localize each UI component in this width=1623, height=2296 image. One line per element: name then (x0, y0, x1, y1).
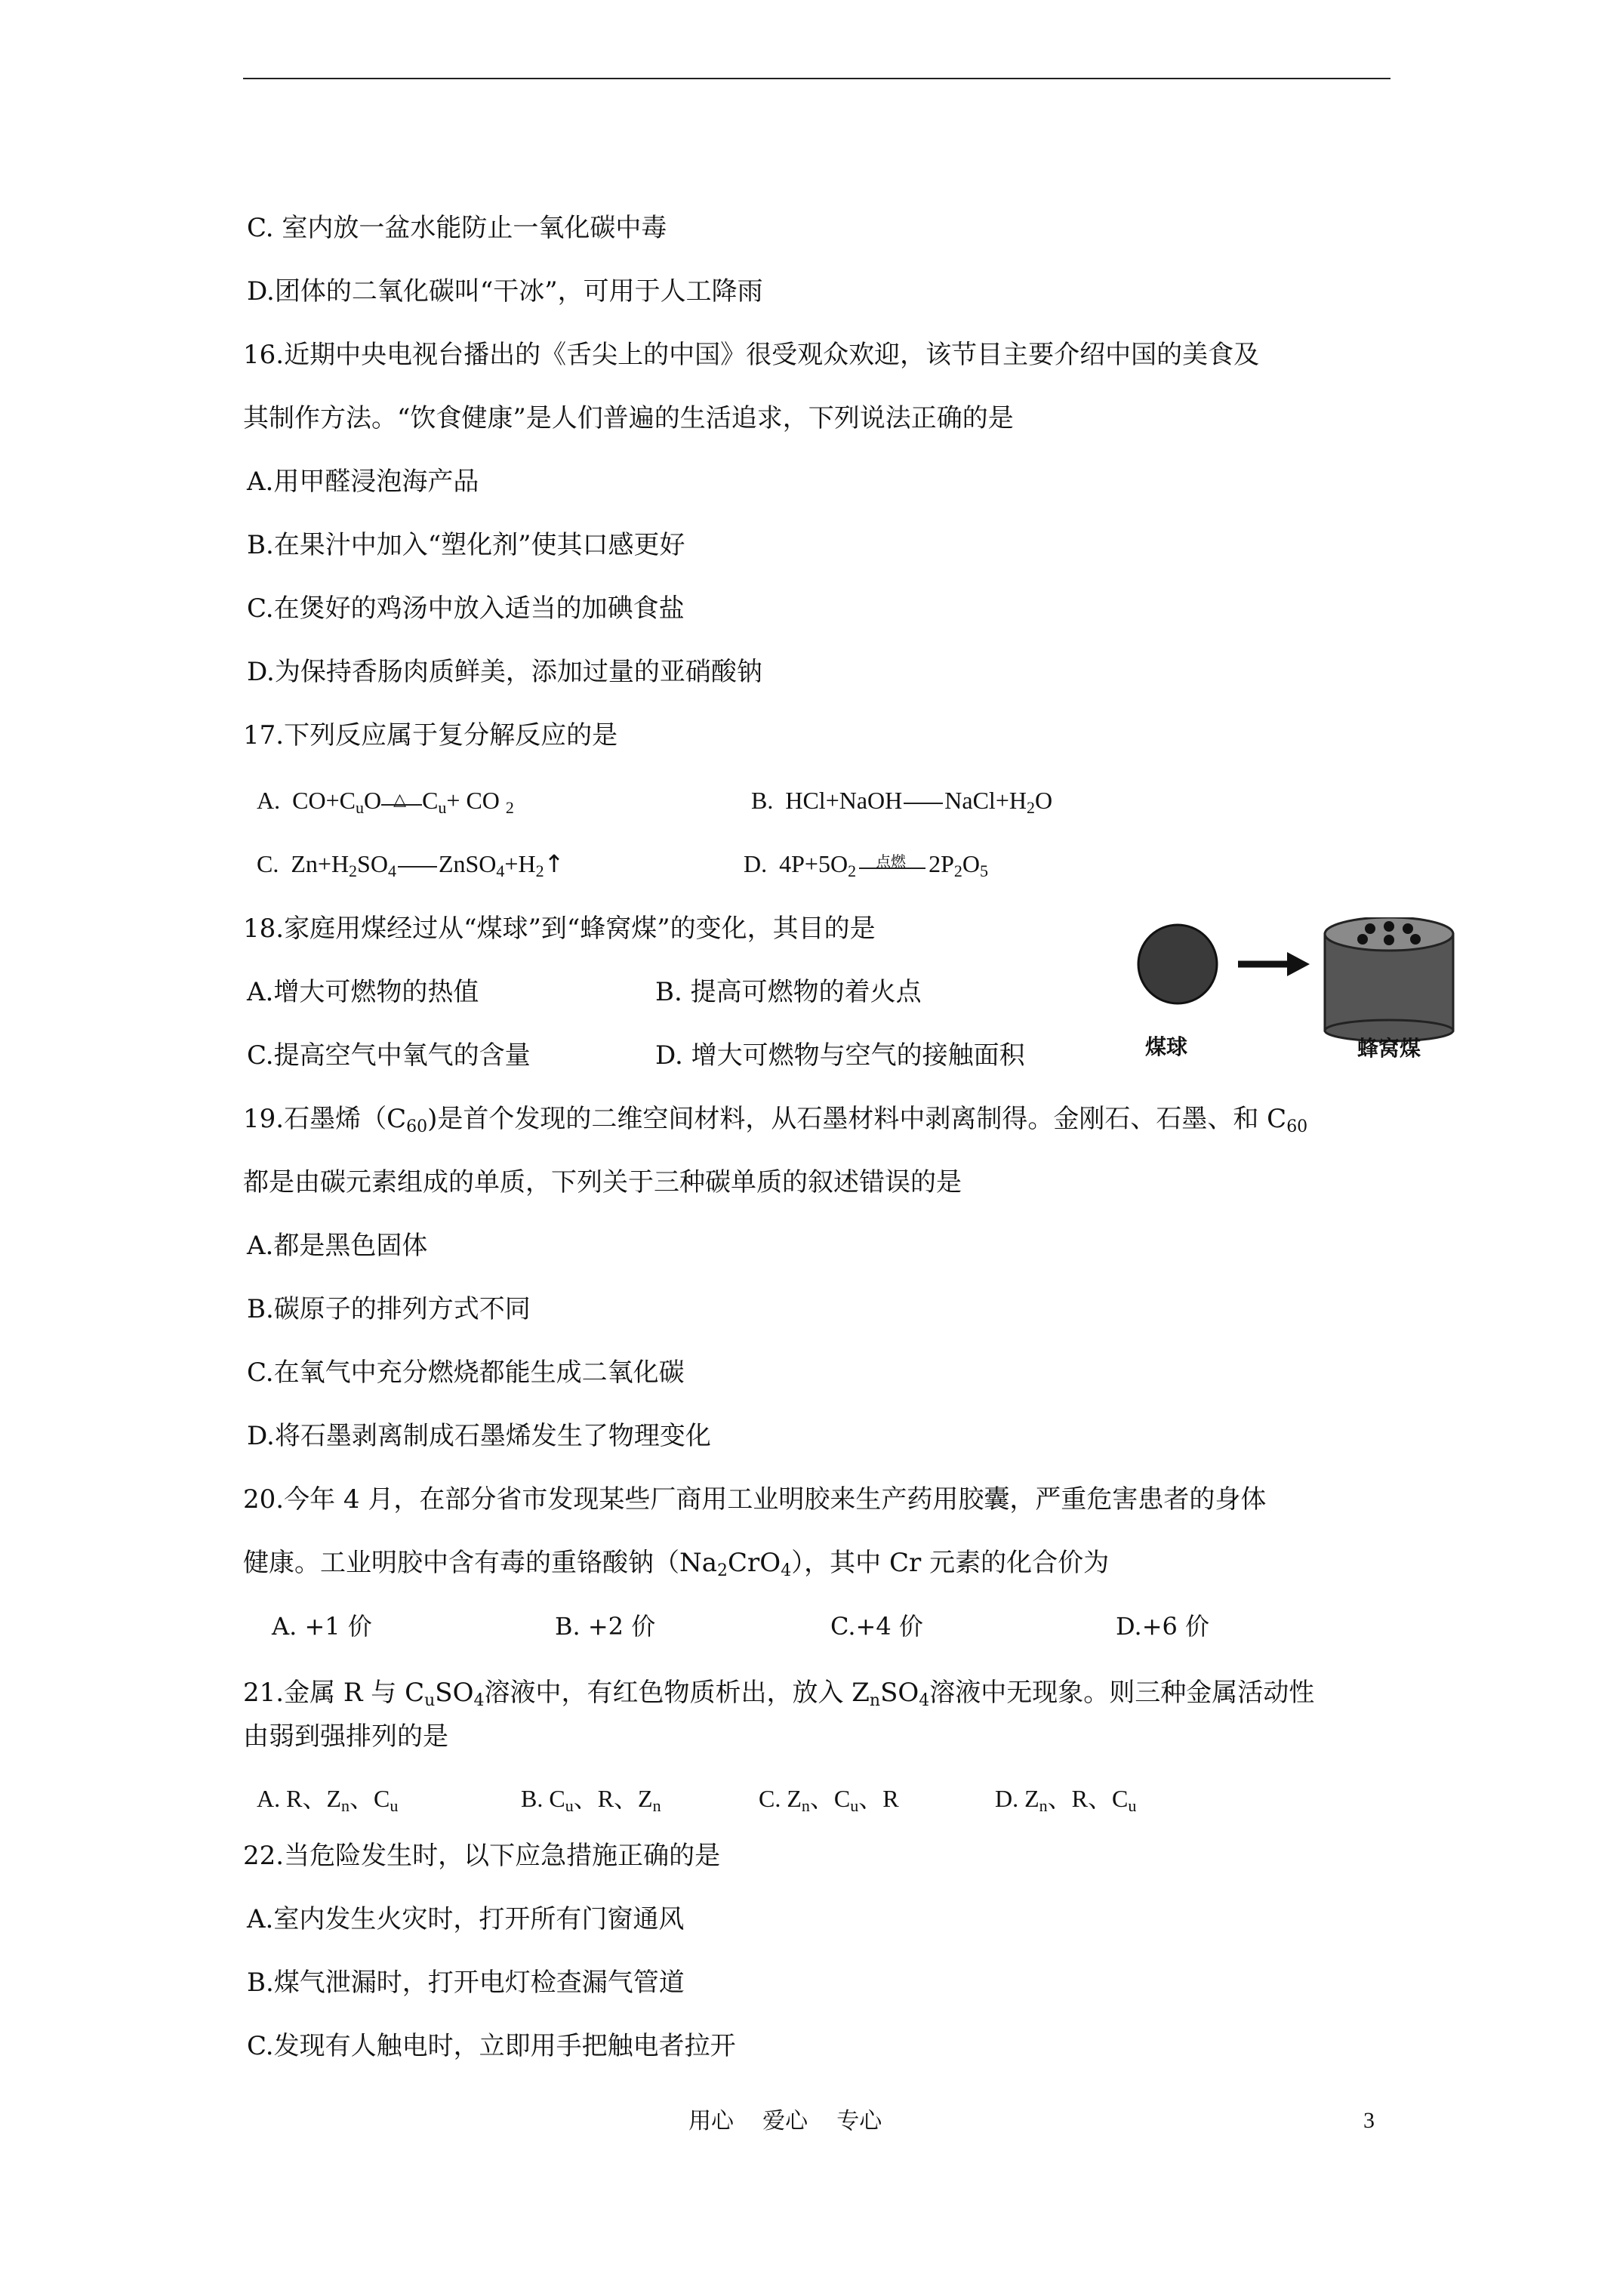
q19-stem-line2: 都是由碳元素组成的单质，下列关于三种碳单质的叙述错误的是 (243, 1167, 962, 1197)
q18-option-b: B. 提高可燃物的着火点 (655, 977, 922, 1007)
q19-option-d: D.将石墨剥离制成石墨烯发生了物理变化 (247, 1421, 711, 1451)
coal-ball-icon (1138, 925, 1217, 1003)
q18-stem: 18.家庭用煤经过从“煤球”到“蜂窝煤”的变化，其目的是 (243, 914, 876, 944)
q20-option-d: D.+6 价 (1116, 1612, 1210, 1641)
q17-stem: 17.下列反应属于复分解反应的是 (243, 720, 618, 750)
q19-option-a: A.都是黑色固体 (247, 1231, 428, 1261)
gas-arrow-symbol: ↑ (544, 849, 565, 878)
q21-option-d: D. $Z_n$、R、$C_u$ (995, 1785, 1137, 1815)
q19-option-c: C.在氧气中充分燃烧都能生成二氧化碳 (247, 1358, 685, 1388)
page-number: 3 (1363, 2108, 1375, 2133)
q16-option-a: A.用甲醛浸泡海产品 (247, 467, 479, 497)
q21-stem-line2: 由弱到强排列的是 (243, 1721, 448, 1752)
q17-option-a: A. $CO+C_uO$ △ $C_u+$ CO $_2$ (257, 784, 514, 824)
q21-option-b: B. $C_u$、R、$Z_n$ (521, 1785, 661, 1815)
q18-option-a: A.增大可燃物的热值 (247, 977, 479, 1007)
honeycomb-briquette-icon (1325, 917, 1453, 1041)
q16-option-d: D.为保持香肠肉质鲜美，添加过量的亚硝酸钠 (247, 657, 762, 687)
q17-option-d: D. $4P+5O_2$ 点燃 $2P_2O_5$ (744, 847, 988, 888)
q16-option-b: B.在果汁中加入“塑化剂”使其口感更好 (247, 530, 685, 560)
q16-stem-line2: 其制作方法。“饮食健康”是人们普遍的生活追求，下列说法正确的是 (243, 403, 1014, 433)
q19-option-b: B.碳原子的排列方式不同 (247, 1294, 531, 1324)
q20-stem-line2: 健康。工业明胶中含有毒的重铬酸钠$(Na_2CrO_4)$，其中 Cr 元素的化合价为 (243, 1548, 1110, 1580)
footer-motto: 用心 爱心 专心 (688, 2108, 882, 2134)
honeycomb-label: 蜂窝煤 (1357, 1036, 1421, 1061)
header-rule (243, 78, 1390, 79)
q16-stem-line1: 16.近期中央电视台播出的《舌尖上的中国》很受观众欢迎，该节目主要介绍中国的美食及 (243, 340, 1260, 370)
coal-figure (1136, 917, 1468, 1068)
q18-option-d: D. 增大可燃物与空气的接触面积 (655, 1040, 1025, 1071)
q15-option-d: D.团体的二氧化碳叫“干冰”，可用于人工降雨 (247, 276, 763, 307)
q21-option-c: C. $Z_n$、$C_u$、R (759, 1785, 899, 1815)
q17-option-b: B. HCl+NaOH $NaCl+H_2O$ (751, 787, 1053, 817)
coal-ball-label: 煤球 (1145, 1034, 1188, 1059)
q18-option-c: C.提高空气中氧气的含量 (247, 1040, 531, 1071)
q19-stem-line1: 19.石墨烯$(C_{60})$是首个发现的二维空间材料，从石墨材料中剥离制得。金刚石、石墨、和 $C_{60}$ (243, 1104, 1308, 1136)
q22-option-c: C.发现有人触电时，立即用手把触电者拉开 (247, 2031, 736, 2061)
ignite-condition-text: 点燃 (876, 852, 907, 871)
q16-option-c: C.在煲好的鸡汤中放入适当的加碘食盐 (247, 593, 685, 624)
q21-stem-line1: 21.金属 R 与 $C_uSO_4$溶液中，有红色物质析出，放入 $Z_nSO_4$溶液中无现象。则三种金属活动性 (243, 1678, 1315, 1710)
q22-option-b: B.煤气泄漏时，打开电灯检查漏气管道 (247, 1968, 685, 1998)
q21-option-a: A. R、$Z_n$、$C_u$ (257, 1785, 399, 1815)
q15-option-c: C. 室内放一盆水能防止一氧化碳中毒 (247, 213, 667, 243)
q20-option-c: C.+4 价 (830, 1612, 923, 1641)
arrow-right-icon (1287, 952, 1310, 976)
q20-option-b: B. +2 价 (555, 1612, 656, 1641)
q17-option-c: C. $Zn+H_2SO_4$ $ZnSO_4+H_2↑$ (257, 849, 565, 880)
q22-option-a: A.室内发生火灾时，打开所有门窗通风 (247, 1904, 685, 1934)
heat-condition-symbol: △ (393, 789, 406, 809)
q20-option-a: A. +1 价 (272, 1612, 372, 1641)
q22-stem: 22.当危险发生时，以下应急措施正确的是 (243, 1841, 721, 1871)
q20-stem-line1: 20.今年 4 月，在部分省市发现某些厂商用工业明胶来生产药用胶囊，严重危害患者的身体 (243, 1484, 1267, 1515)
